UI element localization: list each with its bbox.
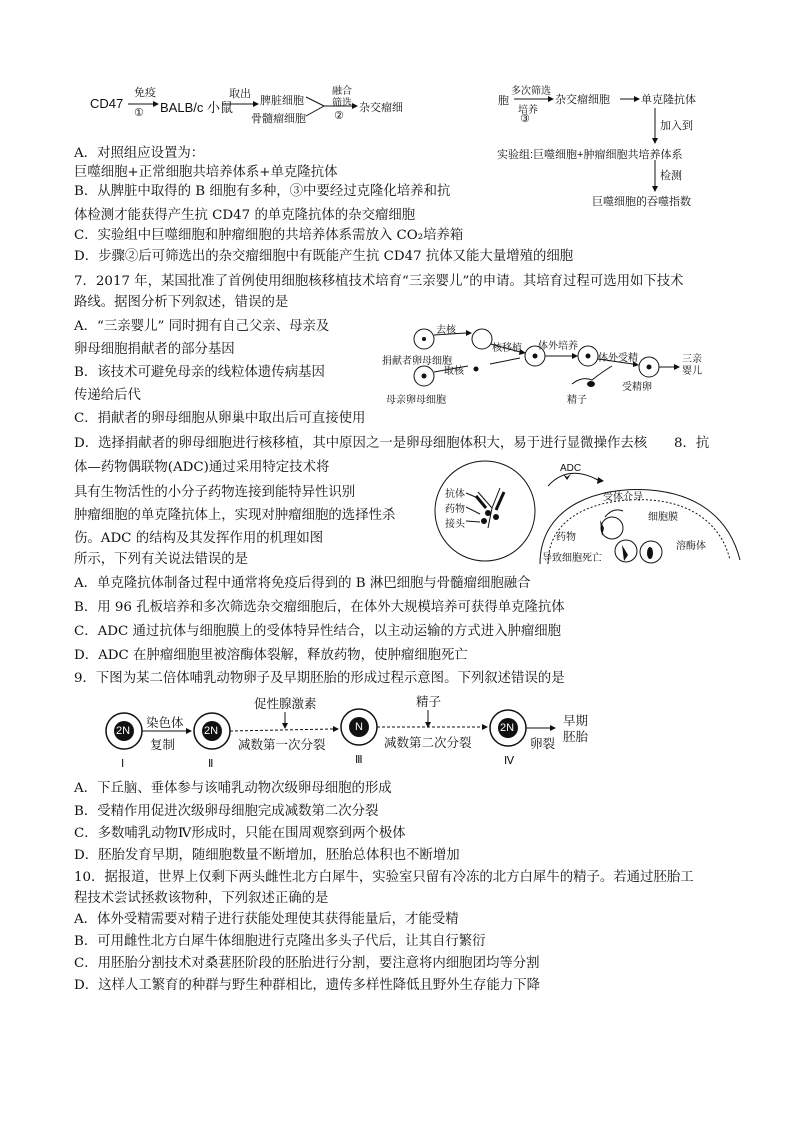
q9-stage-4: Ⅳ (504, 755, 515, 767)
q8-linker: 接头 (445, 519, 465, 530)
q6-arrow3-bottom: ② (334, 110, 344, 122)
q10-option-c: C．用胚胎分割技术对桑葚胚阶段的胚胎进行分割，要注意将内细胞团均等分割 (74, 956, 540, 971)
q7-donor-egg: 捐献者卵母细胞 (382, 356, 452, 367)
q7-sperm: 精子 (567, 395, 587, 406)
q8-drug: 药物 (445, 504, 465, 515)
q8-membrane: 细胞膜 (648, 512, 678, 523)
q8-stem-5: 伤。ADC 的结构及其发挥作用的机理如图 (74, 531, 324, 546)
q9-option-d: D．胚胎发育早期，随细胞数量不断增加，胚胎总体积也不断增加 (74, 848, 460, 863)
q9-option-a: A．下丘脑、垂体参与该哺乳动物次级卵母细胞的形成 (74, 781, 392, 796)
q9-meiosis-2: 减数第二次分裂 (384, 735, 472, 750)
q10-option-a: A．体外受精需要对精子进行获能处理使其获得能量后，才能受精 (74, 912, 459, 927)
q7-mother-egg: 母亲卵母细胞 (386, 395, 446, 406)
q9-hormone: 促性腺激素 (254, 696, 317, 711)
q7-stem-1: 7．2017 年，某国批准了首例使用细胞核移植技术培育“三亲婴儿”的申请。其培育过程可选用如下技术 (74, 274, 684, 289)
q6-right-arrow-bottom: ③ (520, 113, 530, 125)
q10-stem-2: 程技术尝试拯救该物种，下列叙述正确的是 (74, 891, 329, 906)
q9-option-c: C．多数哺乳动物Ⅳ形成时，只能在围周观察到两个极体 (74, 826, 406, 841)
q7-remove-nucleus: 去核 (436, 325, 456, 336)
q6-right-arrow-top: 多次筛选 (511, 86, 551, 97)
q9-cell-1-label: 2N (116, 725, 131, 737)
q8-stem-6: 所示，下列有关说法错误的是 (74, 552, 249, 567)
q6-arrow1-bottom: ① (134, 107, 144, 119)
q7-fertilize: 体外受精 (598, 353, 638, 364)
q6-spleen-cells: 脾脏细胞 (260, 95, 304, 107)
q9-stem: 9．下图为某二倍体哺乳动物卵子及早期胚胎的形成过程示意图。下列叙述错误的是 (74, 671, 565, 686)
q6-arrow1-top: 免疫 (134, 87, 156, 99)
q6-option-a: A．对照组应设置为： (74, 146, 205, 161)
q9-cell-2-label: 2N (204, 725, 219, 737)
q9-arrow1-top: 染色体 (146, 715, 184, 730)
q6-right-result: 巨噬细胞的吞噬指数 (592, 196, 691, 208)
q8-lysosome: 溶酶体 (676, 541, 706, 552)
q7-option-c: C．捐献者的卵母细胞从卵巢中取出后可直接使用 (74, 411, 366, 426)
q9-cell-4-label: 2N (500, 722, 515, 734)
q6-option-d: D．步骤②后可筛选出的杂交瘤细胞中有既能产生抗 CD47 抗体又能大量增殖的细胞 (74, 249, 574, 264)
q7-take-nucleus: 取核 (444, 366, 464, 377)
q9-option-b: B．受精作用促进次级卵母细胞完成减数第二次分裂 (74, 804, 379, 819)
q6-prefix: 胞 (498, 95, 509, 107)
q6-arrow3-mid: 筛选 (332, 98, 352, 109)
q6-exp-group: 实验组:巨噬细胞+肿瘤细胞共培养体系 (497, 149, 683, 161)
q8-stem-1: 8．抗 (674, 436, 710, 451)
q6-right-arrow-mid: 培养 (518, 105, 538, 116)
q7-culture: 体外培养 (538, 341, 578, 352)
q7-option-a: A．“三亲婴儿” 同时拥有自己父亲、母亲及 (74, 319, 330, 334)
q8-option-c: C．ADC 通过抗体与细胞膜上的受体特异性结合，以主动运输的方式进入肿瘤细胞 (74, 624, 562, 639)
q8-stem-3: 具有生物活性的小分子药物连接到能特异性识别 (74, 485, 356, 500)
q6-right-hybridoma: 杂交瘤细胞 (555, 94, 610, 106)
q7-option-b-cont: 传递给后代 (74, 388, 141, 403)
q9-meiosis-1: 减数第一次分裂 (238, 737, 326, 752)
q9-stage-3: Ⅲ (355, 754, 363, 766)
q6-myeloma-cells: 骨髓瘤细胞 (251, 113, 306, 125)
q7-baby: 三亲婴儿 (682, 354, 702, 377)
q8-cell-death: 导致细胞死亡 (542, 553, 602, 564)
q8-option-b: B．用 96 孔板培养和多次筛选杂交瘤细胞后，在体外大规模培养可获得单克隆抗体 (74, 600, 565, 615)
q6-mouse: BALB/c 小鼠 (160, 100, 233, 115)
q8-antibody: 抗体 (445, 489, 465, 500)
q9-stage-2: Ⅱ (208, 758, 214, 770)
q6-option-a-cont: 巨噬细胞+正常细胞共培养体系+单克隆抗体 (74, 165, 338, 180)
q9-embryo: 早期胚胎 (563, 713, 589, 744)
q8-adc: ADC (560, 463, 582, 474)
q8-drug-2: 药物 (556, 532, 576, 543)
q7-transfer: 核移植 (492, 343, 522, 354)
q6-add-label: 加入到 (660, 120, 693, 132)
q6-arrow3-top: 融合 (332, 86, 352, 97)
q7-option-d: D．选择捐献者的卵母细胞进行核移植，其中原因之一是卵母细胞体积大，易于进行显微操作去核 (74, 436, 648, 451)
q7-zygote: 受精卵 (622, 382, 652, 393)
q6-option-b-cont: 体检测才能获得产生抗 CD47 的单克隆抗体的杂交瘤细胞 (74, 208, 416, 223)
q8-stem-4: 肿瘤细胞的单克隆抗体上，实现对肿瘤细胞的选择性杀 (74, 508, 396, 523)
q6-detect-label: 检测 (660, 170, 682, 182)
q9-cleavage: 卵裂 (530, 736, 556, 751)
q6-cd47: CD47 (90, 96, 124, 111)
q8-option-a: A．单克隆抗体制备过程中通常将免疫后得到的 B 淋巴细胞与骨髓瘤细胞融合 (74, 576, 531, 591)
q6-option-c: C．实验组中巨噬细胞和肿瘤细胞的共培养体系需放入 CO₂培养箱 (74, 228, 464, 243)
q8-receptor: 受体介导 (603, 492, 643, 503)
q6-hybridoma: 杂交瘤细 (359, 102, 403, 114)
q10-stem-1: 10．据报道，世界上仅剩下两头雌性北方白犀牛，实验室只留有冷冻的北方白犀牛的精子。若通过胚胎工 (74, 870, 694, 885)
q6-arrow2-top: 取出 (229, 88, 251, 100)
q9-arrow1-bottom: 复制 (150, 737, 176, 752)
q7-option-b: B．该技术可避免母亲的线粒体遗传病基因 (74, 365, 325, 380)
q9-cell-3-label: N (355, 721, 363, 733)
q8-stem-2: 体—药物偶联物(ADC)通过采用特定技术将 (74, 460, 330, 475)
q8-option-d: D．ADC 在肿瘤细胞里被溶酶体裂解，释放药物，使肿瘤细胞死亡 (74, 648, 468, 663)
q9-sperm: 精子 (416, 694, 442, 709)
q6-right-antibody: 单克隆抗体 (641, 94, 696, 106)
q10-option-b: B．可用雌性北方白犀牛体细胞进行克隆出多头子代后，让其自行繁衍 (74, 934, 486, 949)
q10-option-d: D．这样人工繁育的种群与野生种群相比，遗传多样性降低且野外生存能力下降 (74, 978, 541, 993)
q6-option-b: B．从脾脏中取得的 B 细胞有多种，③中要经过克隆化培养和抗 (74, 184, 451, 199)
q9-stage-1: Ⅰ (121, 758, 125, 770)
q7-option-a-cont: 卵母细胞捐献者的部分基因 (74, 342, 235, 357)
q7-stem-2: 路线。据图分析下列叙述，错误的是 (74, 295, 289, 310)
